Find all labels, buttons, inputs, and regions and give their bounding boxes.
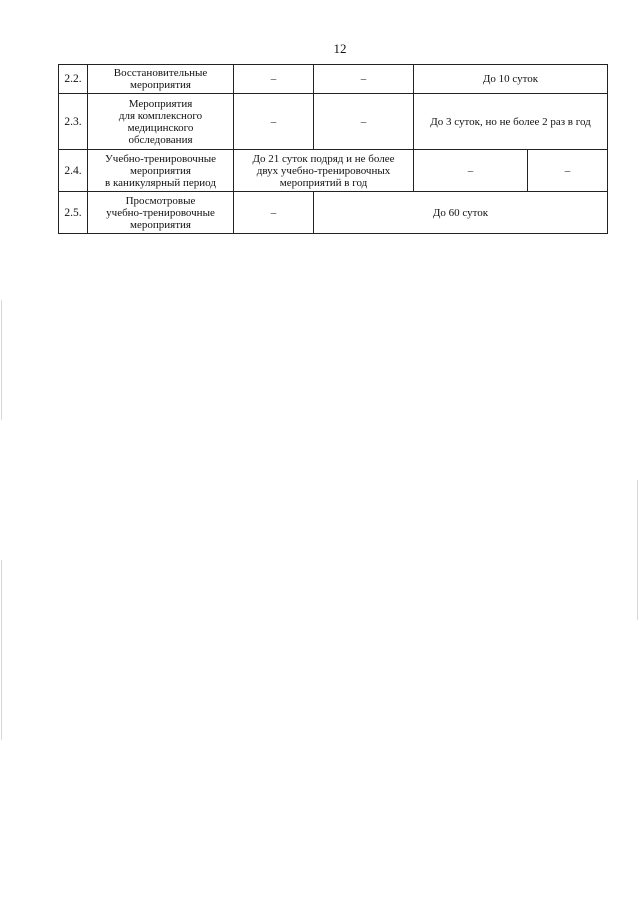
row-duration: До 60 суток: [314, 192, 608, 234]
row-duration: До 3 суток, но не более 2 раз в год: [414, 94, 608, 150]
row-event-name: Просмотровые учебно-тренировочные мероприятия: [88, 192, 234, 234]
page-number: 12: [333, 41, 347, 56]
row-cell: –: [234, 65, 314, 94]
table-row: [59, 192, 608, 234]
row-number: 2.2.: [59, 65, 88, 94]
row-cell: –: [314, 65, 414, 94]
row-cell: –: [234, 94, 314, 150]
scan-edge-left: [1, 300, 2, 420]
row-cell: –: [314, 94, 414, 150]
row-event-name: Учебно-тренировочные мероприятия в каникулярный период: [88, 150, 234, 192]
table-row: [59, 94, 608, 150]
row-cell: –: [414, 150, 528, 192]
row-duration: До 10 суток: [414, 65, 608, 94]
table-row: [59, 65, 608, 94]
row-number: 2.4.: [59, 150, 88, 192]
row-number: 2.3.: [59, 94, 88, 150]
row-event-name: Мероприятия для комплексного медицинского обследования: [88, 94, 234, 150]
scan-edge-right: [637, 480, 638, 620]
training-schedule-table: [58, 64, 608, 234]
row-number: 2.5.: [59, 192, 88, 234]
row-event-name: Восстановительные мероприятия: [88, 65, 234, 94]
table-row: [59, 150, 608, 192]
row-cell: –: [528, 150, 608, 192]
row-cell: –: [234, 192, 314, 234]
scan-edge-left-lower: [1, 560, 2, 740]
row-duration: До 21 суток подряд и не более двух учебно-тренировочных мероприятий в год: [234, 150, 414, 192]
